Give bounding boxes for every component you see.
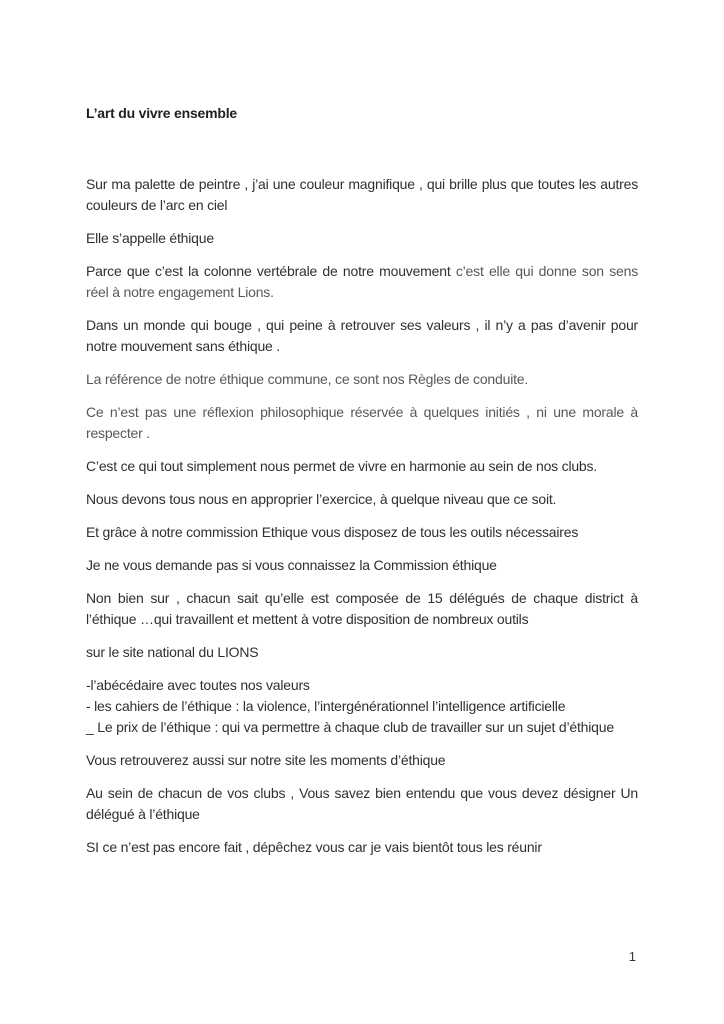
- list-item-abecedaire: -l’abécédaire avec toutes nos valeurs: [86, 677, 310, 693]
- paragraph-moments-ethique: Vous retrouverez aussi sur notre site les moments d’éthique: [86, 752, 446, 768]
- paragraph-reference-ethique: La référence de notre éthique commune, ce sont nos Règles de conduite.: [86, 371, 529, 387]
- paragraph-quinze-delegues: Non bien sur , chacun sait qu’elle est composée de 15 délégués de chaque district à l’éthique …qui travaillent et mettent à votre disposition de nombreux outils: [86, 590, 638, 627]
- paragraph-monde-qui-bouge: Dans un monde qui bouge , qui peine à retrouver ses valeurs , il n’y a pas d’avenir pour notre mouvement sans éthique .: [86, 317, 638, 354]
- run-black: Parce que c’est la colonne vertébrale de notre mouvement: [86, 263, 456, 279]
- paragraph-vivre-en-harmonie: C’est ce qui tout simplement nous permet de vivre en harmonie au sein de nos clubs.: [86, 458, 598, 474]
- paragraph-designer-delegue: Au sein de chacun de vos clubs , Vous savez bien entendu que vous devez désigner Un délégué à l’éthique: [86, 785, 638, 822]
- paragraph-connaissez-commission: Je ne vous demande pas si vous connaissez la Commission éthique: [86, 557, 497, 573]
- list-item-prix-ethique: _ Le prix de l’éthique : qui va permettre à chaque club de travailler sur un sujet d’éthique: [86, 719, 614, 735]
- list-item-cahiers: - les cahiers de l’éthique : la violence, l’intergénérationnel l’intelligence artificielle: [86, 698, 566, 714]
- tools-list: [86, 675, 638, 738]
- paragraph-palette: Sur ma palette de peintre , j’ai une couleur magnifique , qui brille plus que toutes les autres couleurs de l’arc en ciel: [86, 176, 638, 213]
- paragraph-approprier-exercice: Nous devons tous nous en approprier l’exercice, à quelque niveau que ce soit.: [86, 491, 557, 507]
- paragraph-commission-ethique-outils: Et grâce à notre commission Ethique vous disposez de tous les outils nécessaires: [86, 524, 579, 540]
- paragraph-elle-sappelle: Elle s’appelle éthique: [86, 230, 214, 246]
- paragraph-colonne-vertebrale: [86, 261, 638, 303]
- page-number: 1: [628, 949, 636, 964]
- run-gray: c’est elle qui donne son sens réel à notre engagement Lions.: [86, 263, 638, 300]
- paragraph-depechez-vous: SI ce n’est pas encore fait , dépêchez vous car je vais bientôt tous les réunir: [86, 839, 542, 855]
- paragraph-site-national-lions: sur le site national du LIONS: [86, 644, 259, 660]
- document-title: L’art du vivre ensemble: [86, 105, 238, 121]
- paragraph-reflexion-philosophique: Ce n’est pas une réflexion philosophique réservée à quelques initiés , ni une morale à respecter .: [86, 404, 638, 441]
